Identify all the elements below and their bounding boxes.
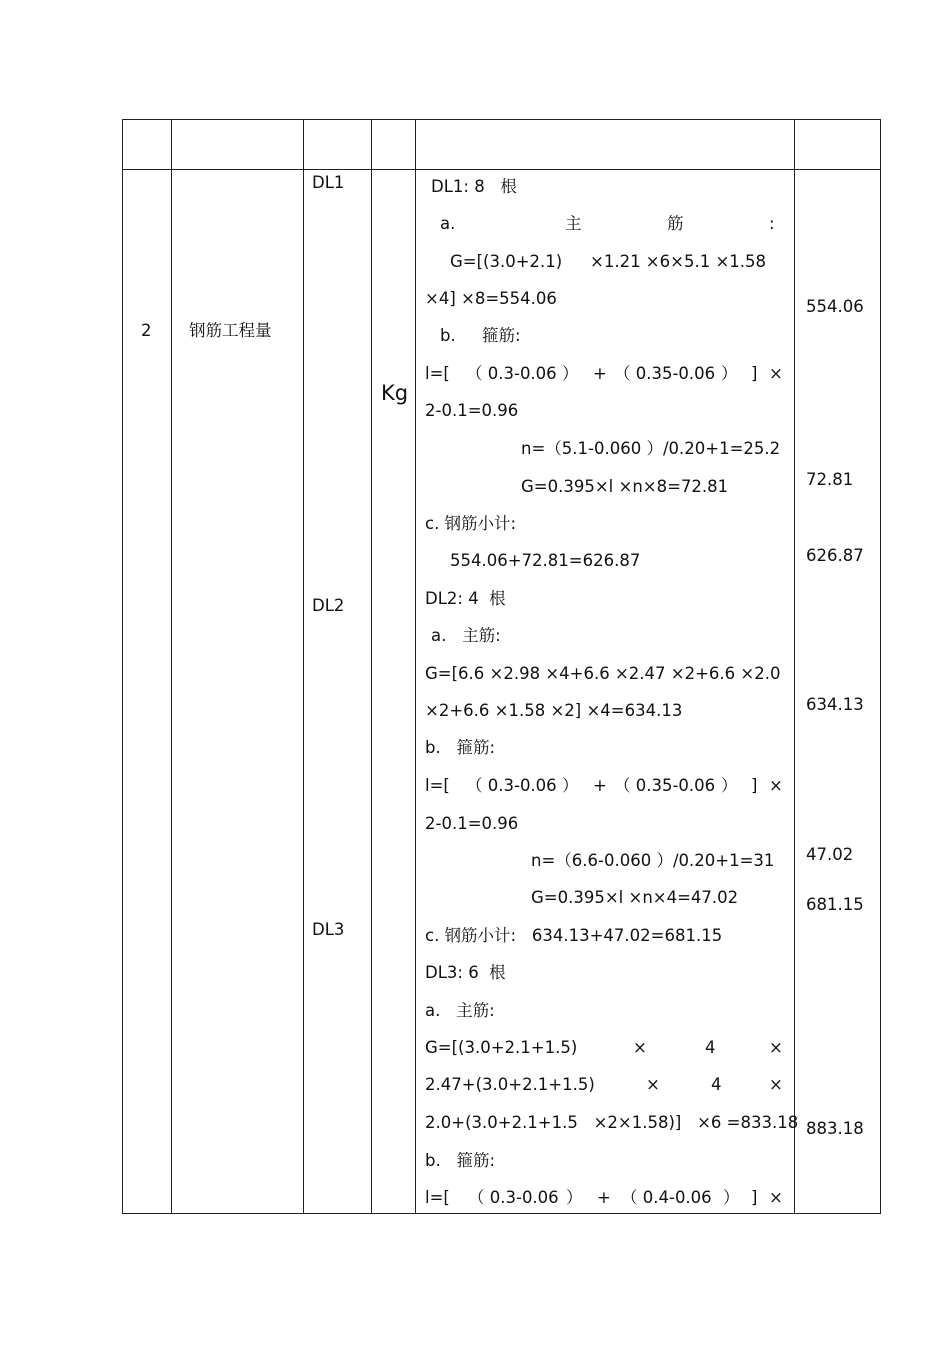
col-divider: [794, 119, 795, 1214]
result-value: 626.87: [806, 546, 864, 565]
result-value: 554.06: [806, 297, 864, 316]
row-index: 2: [141, 321, 152, 340]
calc-line: l=[: [425, 364, 450, 383]
calc-line: +: [597, 1188, 611, 1207]
calc-line: DL1: 8 根: [431, 177, 517, 196]
calc-line: c. 钢筋小计:: [425, 514, 517, 533]
calc-line: ×: [769, 776, 783, 795]
calc-line: +: [593, 776, 607, 795]
calc-line: ×: [646, 1075, 660, 1094]
calc-line: 2.47+(3.0+2.1+1.5): [425, 1075, 595, 1094]
col-divider: [122, 119, 123, 1214]
calc-line: ×1.21 ×6×5.1 ×1.58: [590, 252, 767, 271]
header-row-divider: [122, 169, 881, 170]
calc-line: ]: [751, 776, 758, 795]
item-name: 钢筋工程量: [189, 321, 272, 340]
calc-line: l=[: [425, 776, 450, 795]
calc-line: b. 箍筋:: [425, 1151, 496, 1170]
calc-line: 2.0+(3.0+2.1+1.5 ×2×1.58)] ×6 =833.18: [425, 1113, 799, 1132]
table-top-border: [122, 119, 881, 120]
calc-line: l=[: [425, 1188, 450, 1207]
calc-line: G=[6.6 ×2.98 ×4+6.6 ×2.47 ×2+6.6 ×2.0: [425, 664, 781, 683]
calc-line: G=0.395×l ×n×8=72.81: [521, 477, 729, 496]
calc-line: ×: [769, 1038, 783, 1057]
calc-line: 2-0.1=0.96: [425, 814, 519, 833]
calc-line: ×2+6.6 ×1.58 ×2] ×4=634.13: [425, 701, 683, 720]
calc-line: （ 0.3-0.06: [468, 1188, 559, 1207]
unit-label: Kg: [381, 381, 409, 405]
calc-line: （ 0.35-0.06: [614, 364, 716, 383]
col-divider: [371, 119, 372, 1214]
calc-line: ×: [633, 1038, 647, 1057]
calc-line: G=0.395×l ×n×4=47.02: [531, 888, 739, 907]
calc-line: b. 箍筋:: [440, 326, 521, 345]
calc-line: 2-0.1=0.96: [425, 401, 519, 420]
calc-line: +: [593, 364, 607, 383]
calc-line: G=[(3.0+2.1): [450, 252, 563, 271]
result-value: 72.81: [806, 470, 854, 489]
col-divider: [415, 119, 416, 1214]
calc-line: ）: [562, 776, 579, 795]
calc-line: ）: [566, 1188, 583, 1207]
beam-id: DL2: [312, 596, 345, 615]
calc-line: 554.06+72.81=626.87: [450, 551, 641, 570]
calc-line: 筋: [667, 214, 684, 233]
calc-line: a. 主筋:: [431, 626, 501, 645]
result-value: 634.13: [806, 695, 864, 714]
calc-line: ×: [769, 1075, 783, 1094]
calc-line: 4: [705, 1038, 716, 1057]
calc-line: DL2: 4 根: [425, 589, 506, 608]
calc-line: （ 0.3-0.06: [466, 364, 557, 383]
col-divider: [880, 119, 881, 1214]
calc-line: a. 主筋:: [425, 1001, 495, 1020]
result-value: 681.15: [806, 895, 864, 914]
calc-line: 4: [711, 1075, 722, 1094]
calc-line: ]: [751, 1188, 758, 1207]
calc-line: DL3: 6 根: [425, 963, 506, 982]
calc-line: a.: [440, 214, 456, 233]
calc-line: ）: [721, 776, 738, 795]
beam-id: DL1: [312, 173, 345, 192]
col-divider: [303, 119, 304, 1214]
calc-line: ×: [769, 1188, 783, 1207]
beam-id: DL3: [312, 920, 345, 939]
result-value: 883.18: [806, 1119, 864, 1138]
col-divider: [171, 119, 172, 1214]
calc-line: （ 0.3-0.06: [466, 776, 557, 795]
result-value: 47.02: [806, 845, 854, 864]
calc-line: ×: [769, 364, 783, 383]
table-bottom-border: [122, 1213, 881, 1214]
calc-line: n=（5.1-0.060 ）/0.20+1=25.2: [521, 439, 781, 458]
calc-line: G=[(3.0+2.1+1.5): [425, 1038, 578, 1057]
calc-line: :: [769, 214, 775, 233]
calc-line: （ 0.35-0.06: [614, 776, 716, 795]
calc-line: ）: [562, 364, 579, 383]
calc-line: ×4] ×8=554.06: [425, 289, 557, 308]
calc-line: b. 箍筋:: [425, 738, 496, 757]
calc-line: c. 钢筋小计: 634.13+47.02=681.15: [425, 926, 723, 945]
calc-line: ）: [721, 364, 738, 383]
calc-line: （ 0.4-0.06: [621, 1188, 712, 1207]
calc-line: ）: [723, 1188, 740, 1207]
calc-line: ]: [751, 364, 758, 383]
calc-line: 主: [565, 214, 582, 233]
calc-line: n=（6.6-0.060 ）/0.20+1=31: [531, 851, 775, 870]
